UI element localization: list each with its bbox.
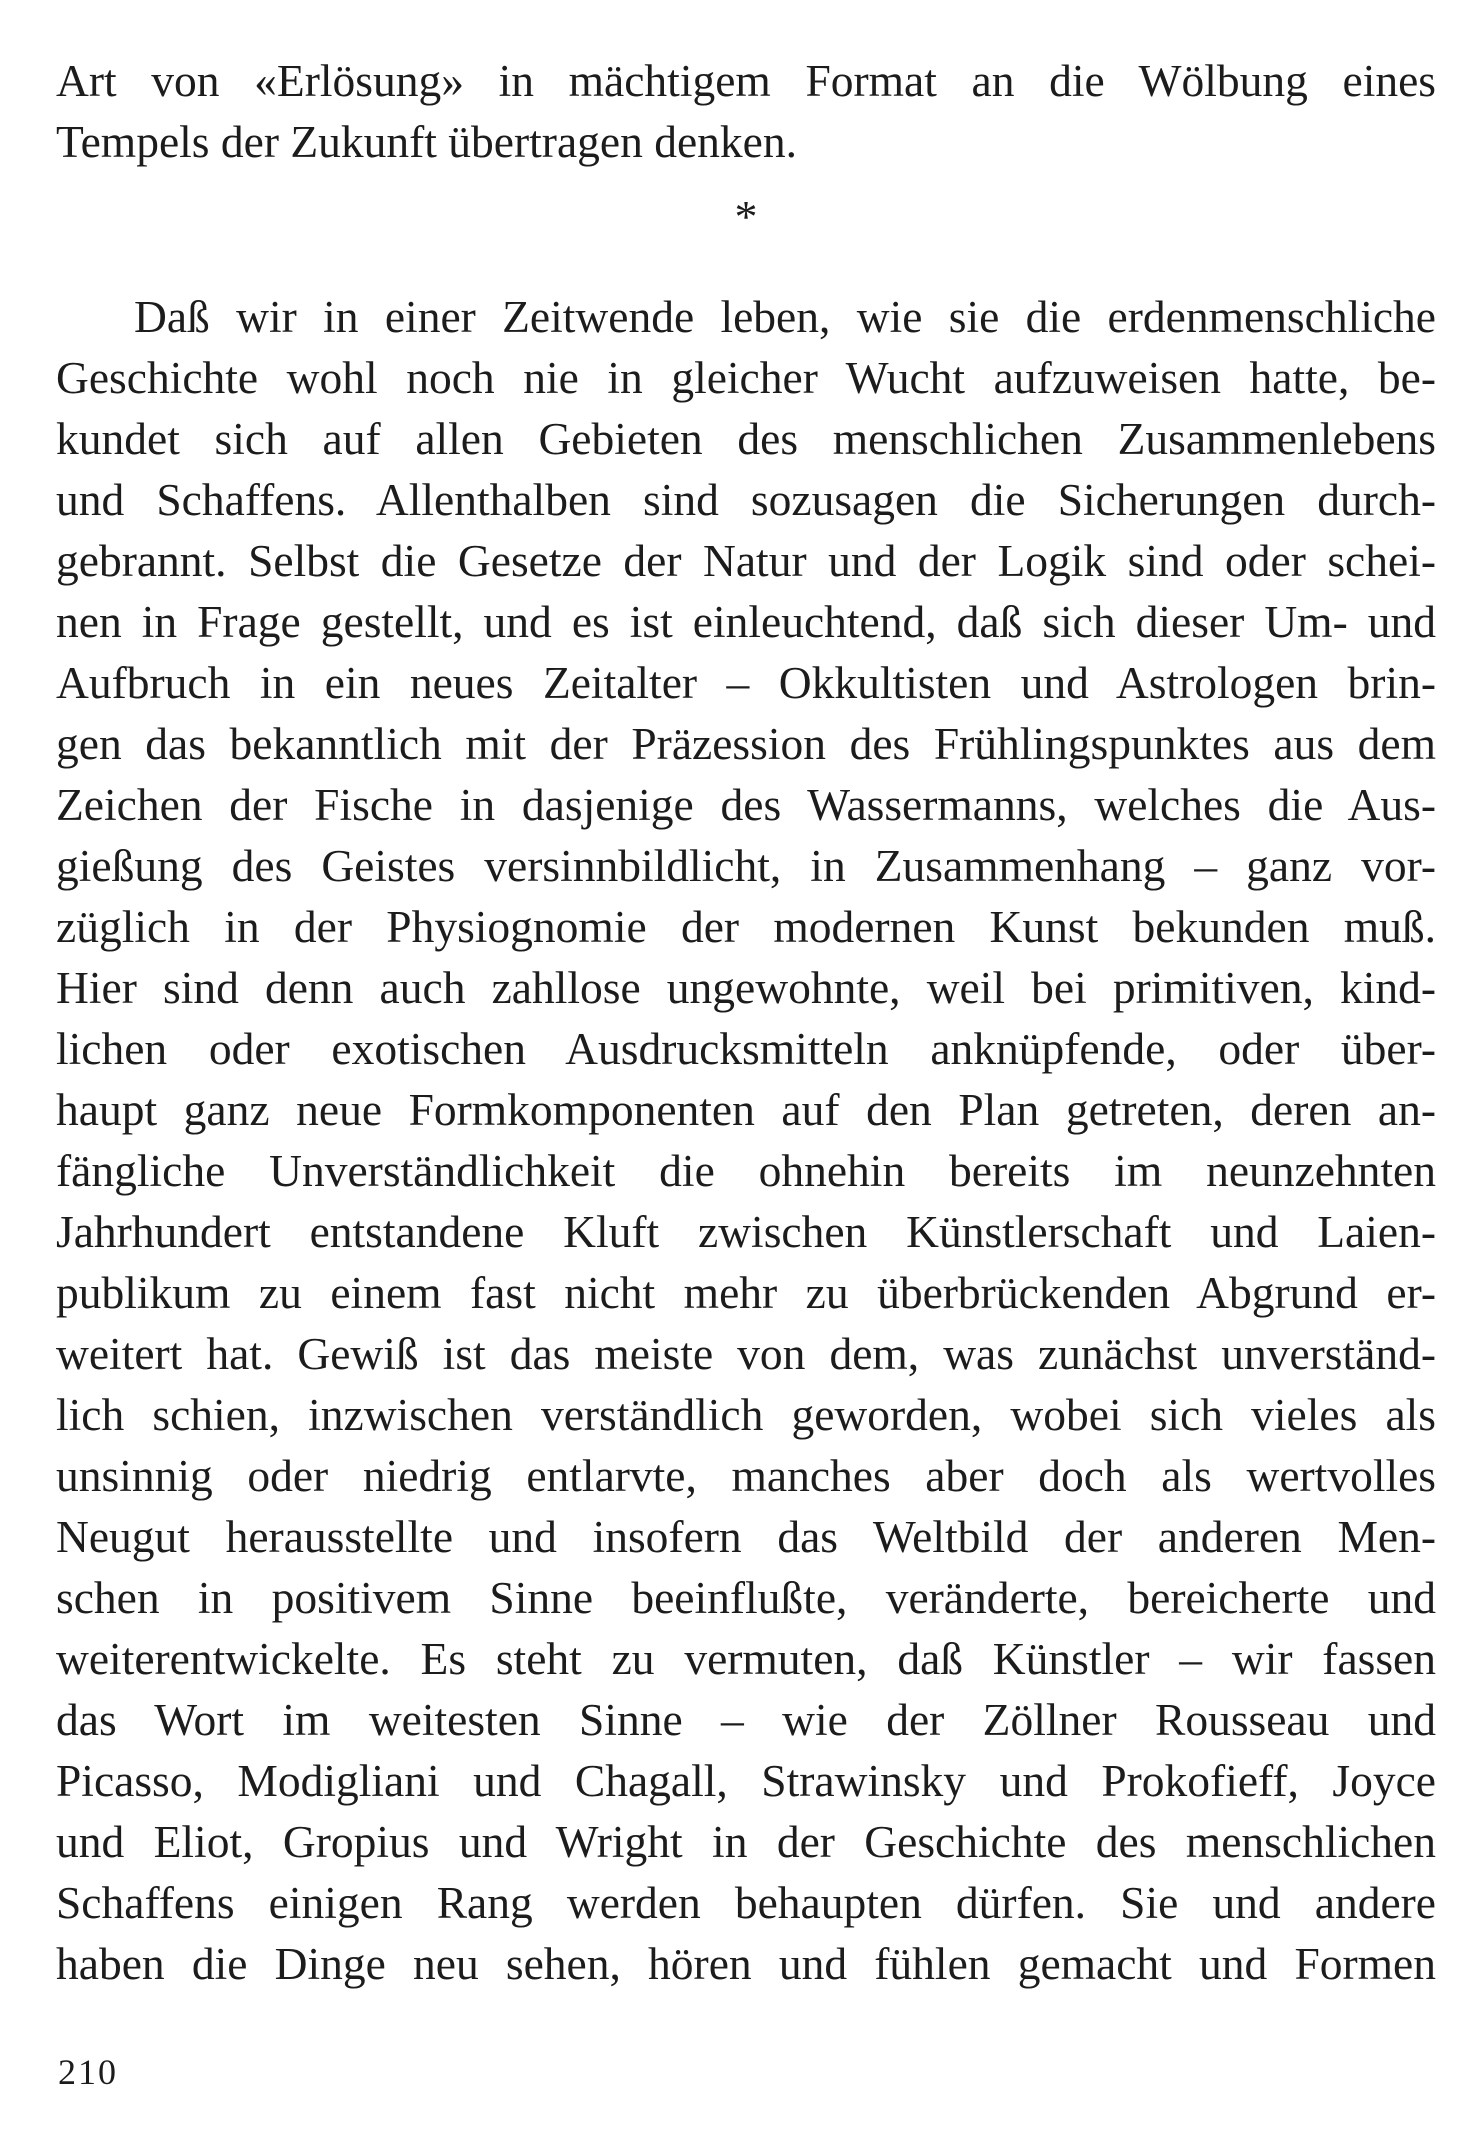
text-line: Geschichte wohl noch nie in gleicher Wucht aufzuweisen hatte, be- xyxy=(56,352,1436,403)
text-line: Tempels der Zukunft übertragen denken. xyxy=(56,116,797,167)
text-line: gen das bekanntlich mit der Präzession des Frühlingspunktes aus dem xyxy=(56,718,1436,769)
text-line: fängliche Unverständlichkeit die ohnehin bereits im neunzehnten xyxy=(56,1145,1436,1196)
text-line: Picasso, Modigliani und Chagall, Strawinsky und Prokofieff, Joyce xyxy=(56,1755,1436,1806)
text-line: haben die Dinge neu sehen, hören und fühlen gemacht und Formen xyxy=(56,1938,1436,1989)
text-line: Daß wir in einer Zeitwende leben, wie sie die erdenmenschliche xyxy=(134,291,1436,342)
text-line: Neugut herausstellte und insofern das Weltbild der anderen Men- xyxy=(56,1511,1436,1562)
text-line: gebrannt. Selbst die Gesetze der Natur und der Logik sind oder schei- xyxy=(56,535,1436,586)
paragraph-main xyxy=(56,286,1436,1994)
text-line: das Wort im weitesten Sinne – wie der Zöllner Rousseau und xyxy=(56,1694,1436,1745)
text-line: Zeichen der Fische in dasjenige des Wassermanns, welches die Aus- xyxy=(56,779,1436,830)
text-line: Art von «Erlösung» in mächtigem Format an die Wölbung eines xyxy=(56,55,1436,106)
text-line: Schaffens einigen Rang werden behaupten dürfen. Sie und andere xyxy=(56,1877,1436,1928)
text-line: kundet sich auf allen Gebieten des menschlichen Zusammenlebens xyxy=(56,413,1436,464)
paragraph-continued xyxy=(56,50,1436,172)
text-line: publikum zu einem fast nicht mehr zu überbrückenden Abgrund er- xyxy=(56,1267,1436,1318)
section-separator: * xyxy=(734,191,758,242)
text-line: weitert hat. Gewiß ist das meiste von dem, was zunächst unverständ- xyxy=(56,1328,1436,1379)
text-line: gießung des Geistes versinnbildlicht, in Zusammenhang – ganz vor- xyxy=(56,840,1436,891)
text-line: und Schaffens. Allenthalben sind sozusagen die Sicherungen durch- xyxy=(56,474,1436,525)
text-line: weiterentwickelte. Es steht zu vermuten, daß Künstler – wir fassen xyxy=(56,1633,1436,1684)
text-line: schen in positivem Sinne beeinflußte, veränderte, bereicherte und xyxy=(56,1572,1436,1623)
text-line: Aufbruch in ein neues Zeitalter – Okkultisten und Astrologen brin- xyxy=(56,657,1436,708)
text-line: und Eliot, Gropius und Wright in der Geschichte des menschlichen xyxy=(56,1816,1436,1867)
text-line: züglich in der Physiognomie der modernen Kunst bekunden muß. xyxy=(56,901,1436,952)
text-line: Jahrhundert entstandene Kluft zwischen Künstlerschaft und Laien- xyxy=(56,1206,1436,1257)
text-line: nen in Frage gestellt, und es ist einleuchtend, daß sich dieser Um- und xyxy=(56,596,1436,647)
page-number: 210 xyxy=(58,2052,118,2092)
text-line: haupt ganz neue Formkomponenten auf den Plan getreten, deren an- xyxy=(56,1084,1436,1135)
text-line: lich schien, inzwischen verständlich geworden, wobei sich vieles als xyxy=(56,1389,1436,1440)
text-line: lichen oder exotischen Ausdrucksmitteln anknüpfende, oder über- xyxy=(56,1023,1436,1074)
document-page xyxy=(56,50,1436,1994)
text-line: unsinnig oder niedrig entlarvte, manches aber doch als wertvolles xyxy=(56,1450,1436,1501)
text-line: Hier sind denn auch zahllose ungewohnte, weil bei primitiven, kind- xyxy=(56,962,1436,1013)
